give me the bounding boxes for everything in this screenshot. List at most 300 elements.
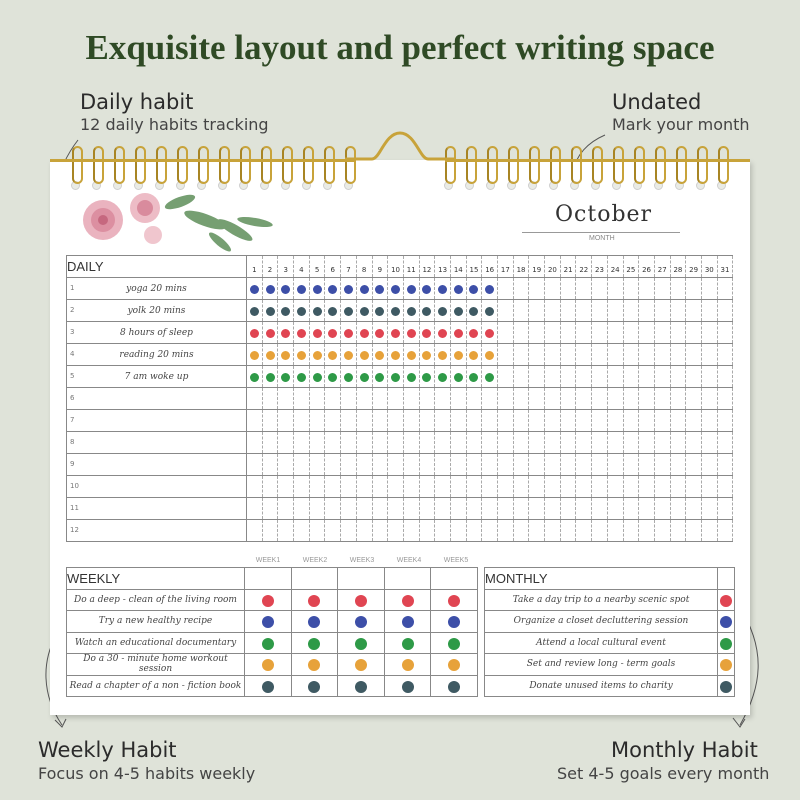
day-check-cell[interactable] [262,366,278,388]
day-check-cell[interactable] [529,344,545,366]
day-check-cell[interactable] [686,300,702,322]
monthly-goal-cell[interactable] [485,654,718,676]
day-check-cell[interactable] [545,366,561,388]
day-check-cell[interactable] [482,476,498,498]
day-check-cell[interactable] [654,498,670,520]
day-check-cell[interactable] [294,520,310,542]
day-check-cell[interactable] [294,388,310,410]
day-check-cell[interactable] [607,388,623,410]
week-check-cell[interactable] [338,654,385,676]
day-check-cell[interactable] [686,476,702,498]
day-check-cell[interactable] [403,322,419,344]
day-check-cell[interactable] [717,322,733,344]
day-check-cell[interactable] [654,410,670,432]
day-check-cell[interactable] [403,278,419,300]
day-check-cell[interactable] [623,454,639,476]
day-check-cell[interactable] [607,278,623,300]
day-check-cell[interactable] [341,388,357,410]
day-check-cell[interactable] [419,278,435,300]
day-check-cell[interactable] [560,278,576,300]
day-check-cell[interactable] [592,432,608,454]
day-check-cell[interactable] [294,476,310,498]
day-check-cell[interactable] [341,454,357,476]
day-check-cell[interactable] [498,498,514,520]
day-check-cell[interactable] [701,300,717,322]
day-check-cell[interactable] [686,322,702,344]
week-check-cell[interactable] [431,589,478,611]
day-check-cell[interactable] [466,366,482,388]
day-check-cell[interactable] [372,432,388,454]
day-check-cell[interactable] [419,410,435,432]
day-check-cell[interactable] [592,498,608,520]
day-check-cell[interactable] [576,410,592,432]
day-check-cell[interactable] [403,454,419,476]
day-check-cell[interactable] [294,432,310,454]
day-check-cell[interactable] [341,432,357,454]
day-check-cell[interactable] [262,454,278,476]
day-check-cell[interactable] [498,344,514,366]
day-check-cell[interactable] [513,388,529,410]
day-check-cell[interactable] [482,278,498,300]
day-check-cell[interactable] [278,322,294,344]
day-check-cell[interactable] [482,344,498,366]
monthly-check-cell[interactable] [718,654,735,676]
day-check-cell[interactable] [309,366,325,388]
day-check-cell[interactable] [325,498,341,520]
day-check-cell[interactable] [513,410,529,432]
day-check-cell[interactable] [717,366,733,388]
day-check-cell[interactable] [419,300,435,322]
day-check-cell[interactable] [419,388,435,410]
day-check-cell[interactable] [419,520,435,542]
day-check-cell[interactable] [466,432,482,454]
day-check-cell[interactable] [701,410,717,432]
day-check-cell[interactable] [403,388,419,410]
weekly-habit-cell[interactable] [67,675,245,697]
day-check-cell[interactable] [623,520,639,542]
day-check-cell[interactable] [686,410,702,432]
day-check-cell[interactable] [466,454,482,476]
day-check-cell[interactable] [278,476,294,498]
day-check-cell[interactable] [576,322,592,344]
day-check-cell[interactable] [419,476,435,498]
day-check-cell[interactable] [341,410,357,432]
day-check-cell[interactable] [639,410,655,432]
day-check-cell[interactable] [592,476,608,498]
monthly-check-cell[interactable] [718,675,735,697]
day-check-cell[interactable] [717,278,733,300]
day-check-cell[interactable] [309,432,325,454]
day-check-cell[interactable] [372,410,388,432]
day-check-cell[interactable] [717,476,733,498]
day-check-cell[interactable] [388,322,404,344]
day-check-cell[interactable] [356,388,372,410]
day-check-cell[interactable] [701,366,717,388]
day-check-cell[interactable] [623,300,639,322]
day-check-cell[interactable] [419,498,435,520]
day-check-cell[interactable] [623,278,639,300]
day-check-cell[interactable] [450,454,466,476]
day-check-cell[interactable] [482,388,498,410]
day-check-cell[interactable] [388,366,404,388]
week-check-cell[interactable] [431,675,478,697]
day-check-cell[interactable] [607,410,623,432]
day-check-cell[interactable] [701,520,717,542]
day-check-cell[interactable] [592,520,608,542]
day-check-cell[interactable] [262,410,278,432]
day-check-cell[interactable] [576,366,592,388]
day-check-cell[interactable] [372,300,388,322]
day-check-cell[interactable] [450,300,466,322]
day-check-cell[interactable] [325,454,341,476]
day-check-cell[interactable] [670,366,686,388]
day-check-cell[interactable] [717,520,733,542]
day-check-cell[interactable] [482,366,498,388]
day-check-cell[interactable] [294,278,310,300]
day-check-cell[interactable] [372,498,388,520]
day-check-cell[interactable] [513,344,529,366]
day-check-cell[interactable] [639,432,655,454]
day-check-cell[interactable] [294,322,310,344]
week-check-cell[interactable] [431,654,478,676]
day-check-cell[interactable] [701,344,717,366]
daily-habit-cell[interactable] [67,410,247,432]
day-check-cell[interactable] [356,476,372,498]
day-check-cell[interactable] [513,498,529,520]
day-check-cell[interactable] [325,322,341,344]
day-check-cell[interactable] [560,520,576,542]
day-check-cell[interactable] [403,498,419,520]
day-check-cell[interactable] [654,388,670,410]
day-check-cell[interactable] [450,278,466,300]
day-check-cell[interactable] [654,300,670,322]
day-check-cell[interactable] [325,476,341,498]
day-check-cell[interactable] [513,476,529,498]
day-check-cell[interactable] [639,322,655,344]
day-check-cell[interactable] [529,432,545,454]
day-check-cell[interactable] [639,344,655,366]
day-check-cell[interactable] [388,344,404,366]
day-check-cell[interactable] [529,410,545,432]
day-check-cell[interactable] [388,476,404,498]
day-check-cell[interactable] [607,322,623,344]
day-check-cell[interactable] [639,388,655,410]
daily-habit-cell[interactable] [67,454,247,476]
day-check-cell[interactable] [529,498,545,520]
day-check-cell[interactable] [513,322,529,344]
day-check-cell[interactable] [529,476,545,498]
daily-habit-cell[interactable] [67,432,247,454]
day-check-cell[interactable] [529,520,545,542]
day-check-cell[interactable] [435,388,451,410]
day-check-cell[interactable] [247,300,263,322]
day-check-cell[interactable] [356,322,372,344]
day-check-cell[interactable] [717,344,733,366]
monthly-goal-cell[interactable] [485,611,718,633]
day-check-cell[interactable] [670,410,686,432]
day-check-cell[interactable] [262,388,278,410]
day-check-cell[interactable] [654,432,670,454]
day-check-cell[interactable] [450,520,466,542]
day-check-cell[interactable] [576,476,592,498]
day-check-cell[interactable] [341,498,357,520]
week-check-cell[interactable] [245,611,292,633]
day-check-cell[interactable] [670,322,686,344]
day-check-cell[interactable] [513,278,529,300]
day-check-cell[interactable] [513,300,529,322]
day-check-cell[interactable] [435,476,451,498]
day-check-cell[interactable] [498,322,514,344]
day-check-cell[interactable] [654,366,670,388]
week-check-cell[interactable] [431,632,478,654]
day-check-cell[interactable] [576,278,592,300]
day-check-cell[interactable] [545,454,561,476]
day-check-cell[interactable] [341,278,357,300]
day-check-cell[interactable] [372,322,388,344]
day-check-cell[interactable] [607,432,623,454]
day-check-cell[interactable] [654,476,670,498]
day-check-cell[interactable] [701,476,717,498]
day-check-cell[interactable] [717,410,733,432]
day-check-cell[interactable] [466,476,482,498]
day-check-cell[interactable] [450,388,466,410]
day-check-cell[interactable] [262,432,278,454]
weekly-habit-cell[interactable] [67,589,245,611]
day-check-cell[interactable] [388,454,404,476]
day-check-cell[interactable] [482,498,498,520]
day-check-cell[interactable] [309,300,325,322]
day-check-cell[interactable] [278,454,294,476]
day-check-cell[interactable] [435,498,451,520]
monthly-goal-cell[interactable] [485,632,718,654]
day-check-cell[interactable] [592,410,608,432]
day-check-cell[interactable] [654,454,670,476]
day-check-cell[interactable] [309,454,325,476]
day-check-cell[interactable] [309,388,325,410]
day-check-cell[interactable] [356,300,372,322]
day-check-cell[interactable] [356,366,372,388]
day-check-cell[interactable] [529,454,545,476]
day-check-cell[interactable] [341,344,357,366]
day-check-cell[interactable] [278,432,294,454]
day-check-cell[interactable] [482,432,498,454]
day-check-cell[interactable] [341,476,357,498]
daily-habit-cell[interactable] [67,476,247,498]
day-check-cell[interactable] [278,344,294,366]
day-check-cell[interactable] [498,432,514,454]
daily-habit-cell[interactable] [67,520,247,542]
day-check-cell[interactable] [576,432,592,454]
day-check-cell[interactable] [686,344,702,366]
day-check-cell[interactable] [466,520,482,542]
day-check-cell[interactable] [592,366,608,388]
day-check-cell[interactable] [701,432,717,454]
day-check-cell[interactable] [639,476,655,498]
day-check-cell[interactable] [247,410,263,432]
day-check-cell[interactable] [294,410,310,432]
day-check-cell[interactable] [639,454,655,476]
week-check-cell[interactable] [338,589,385,611]
day-check-cell[interactable] [607,366,623,388]
day-check-cell[interactable] [309,476,325,498]
day-check-cell[interactable] [545,432,561,454]
day-check-cell[interactable] [639,278,655,300]
day-check-cell[interactable] [388,388,404,410]
day-check-cell[interactable] [545,278,561,300]
day-check-cell[interactable] [560,300,576,322]
day-check-cell[interactable] [403,344,419,366]
day-check-cell[interactable] [592,278,608,300]
day-check-cell[interactable] [623,388,639,410]
daily-habit-cell[interactable] [67,388,247,410]
day-check-cell[interactable] [388,520,404,542]
daily-habit-cell[interactable] [67,498,247,520]
day-check-cell[interactable] [592,454,608,476]
day-check-cell[interactable] [247,454,263,476]
day-check-cell[interactable] [341,300,357,322]
day-check-cell[interactable] [466,300,482,322]
day-check-cell[interactable] [560,476,576,498]
week-check-cell[interactable] [338,675,385,697]
day-check-cell[interactable] [372,278,388,300]
day-check-cell[interactable] [686,278,702,300]
day-check-cell[interactable] [607,476,623,498]
day-check-cell[interactable] [419,344,435,366]
day-check-cell[interactable] [419,454,435,476]
day-check-cell[interactable] [529,322,545,344]
week-check-cell[interactable] [291,654,338,676]
day-check-cell[interactable] [498,454,514,476]
day-check-cell[interactable] [560,366,576,388]
day-check-cell[interactable] [419,432,435,454]
day-check-cell[interactable] [435,410,451,432]
day-check-cell[interactable] [560,344,576,366]
day-check-cell[interactable] [686,520,702,542]
day-check-cell[interactable] [560,498,576,520]
day-check-cell[interactable] [403,300,419,322]
week-check-cell[interactable] [384,654,431,676]
day-check-cell[interactable] [356,410,372,432]
day-check-cell[interactable] [403,432,419,454]
day-check-cell[interactable] [639,366,655,388]
day-check-cell[interactable] [686,498,702,520]
day-check-cell[interactable] [686,366,702,388]
day-check-cell[interactable] [498,410,514,432]
day-check-cell[interactable] [670,388,686,410]
day-check-cell[interactable] [435,366,451,388]
day-check-cell[interactable] [576,388,592,410]
week-check-cell[interactable] [291,675,338,697]
day-check-cell[interactable] [356,432,372,454]
day-check-cell[interactable] [639,520,655,542]
day-check-cell[interactable] [670,520,686,542]
day-check-cell[interactable] [623,344,639,366]
month-name[interactable]: October [555,202,653,227]
week-check-cell[interactable] [245,654,292,676]
day-check-cell[interactable] [623,366,639,388]
day-check-cell[interactable] [372,344,388,366]
monthly-check-cell[interactable] [718,589,735,611]
day-check-cell[interactable] [670,498,686,520]
day-check-cell[interactable] [592,388,608,410]
day-check-cell[interactable] [639,498,655,520]
day-check-cell[interactable] [466,410,482,432]
day-check-cell[interactable] [356,520,372,542]
day-check-cell[interactable] [435,454,451,476]
day-check-cell[interactable] [607,300,623,322]
day-check-cell[interactable] [435,520,451,542]
day-check-cell[interactable] [294,454,310,476]
day-check-cell[interactable] [450,432,466,454]
day-check-cell[interactable] [372,454,388,476]
day-check-cell[interactable] [529,366,545,388]
day-check-cell[interactable] [513,520,529,542]
day-check-cell[interactable] [450,366,466,388]
day-check-cell[interactable] [262,476,278,498]
day-check-cell[interactable] [701,498,717,520]
day-check-cell[interactable] [372,476,388,498]
day-check-cell[interactable] [545,344,561,366]
day-check-cell[interactable] [701,322,717,344]
day-check-cell[interactable] [670,344,686,366]
day-check-cell[interactable] [325,344,341,366]
day-check-cell[interactable] [372,366,388,388]
day-check-cell[interactable] [529,388,545,410]
day-check-cell[interactable] [294,498,310,520]
day-check-cell[interactable] [278,520,294,542]
daily-habit-cell[interactable] [67,366,247,388]
day-check-cell[interactable] [294,300,310,322]
day-check-cell[interactable] [262,322,278,344]
day-check-cell[interactable] [278,300,294,322]
day-check-cell[interactable] [686,388,702,410]
day-check-cell[interactable] [278,278,294,300]
week-check-cell[interactable] [431,611,478,633]
day-check-cell[interactable] [498,388,514,410]
day-check-cell[interactable] [623,476,639,498]
day-check-cell[interactable] [670,432,686,454]
day-check-cell[interactable] [498,278,514,300]
daily-habit-cell[interactable] [67,300,247,322]
day-check-cell[interactable] [545,410,561,432]
day-check-cell[interactable] [466,344,482,366]
day-check-cell[interactable] [466,388,482,410]
day-check-cell[interactable] [592,344,608,366]
day-check-cell[interactable] [341,322,357,344]
day-check-cell[interactable] [356,344,372,366]
day-check-cell[interactable] [419,366,435,388]
day-check-cell[interactable] [717,300,733,322]
day-check-cell[interactable] [654,278,670,300]
day-check-cell[interactable] [325,366,341,388]
day-check-cell[interactable] [247,322,263,344]
weekly-habit-cell[interactable] [67,654,245,676]
day-check-cell[interactable] [498,300,514,322]
day-check-cell[interactable] [654,322,670,344]
day-check-cell[interactable] [325,300,341,322]
day-check-cell[interactable] [341,366,357,388]
day-check-cell[interactable] [513,432,529,454]
day-check-cell[interactable] [262,520,278,542]
day-check-cell[interactable] [419,322,435,344]
day-check-cell[interactable] [388,498,404,520]
day-check-cell[interactable] [262,300,278,322]
day-check-cell[interactable] [607,344,623,366]
day-check-cell[interactable] [482,300,498,322]
day-check-cell[interactable] [247,432,263,454]
day-check-cell[interactable] [309,498,325,520]
day-check-cell[interactable] [388,300,404,322]
